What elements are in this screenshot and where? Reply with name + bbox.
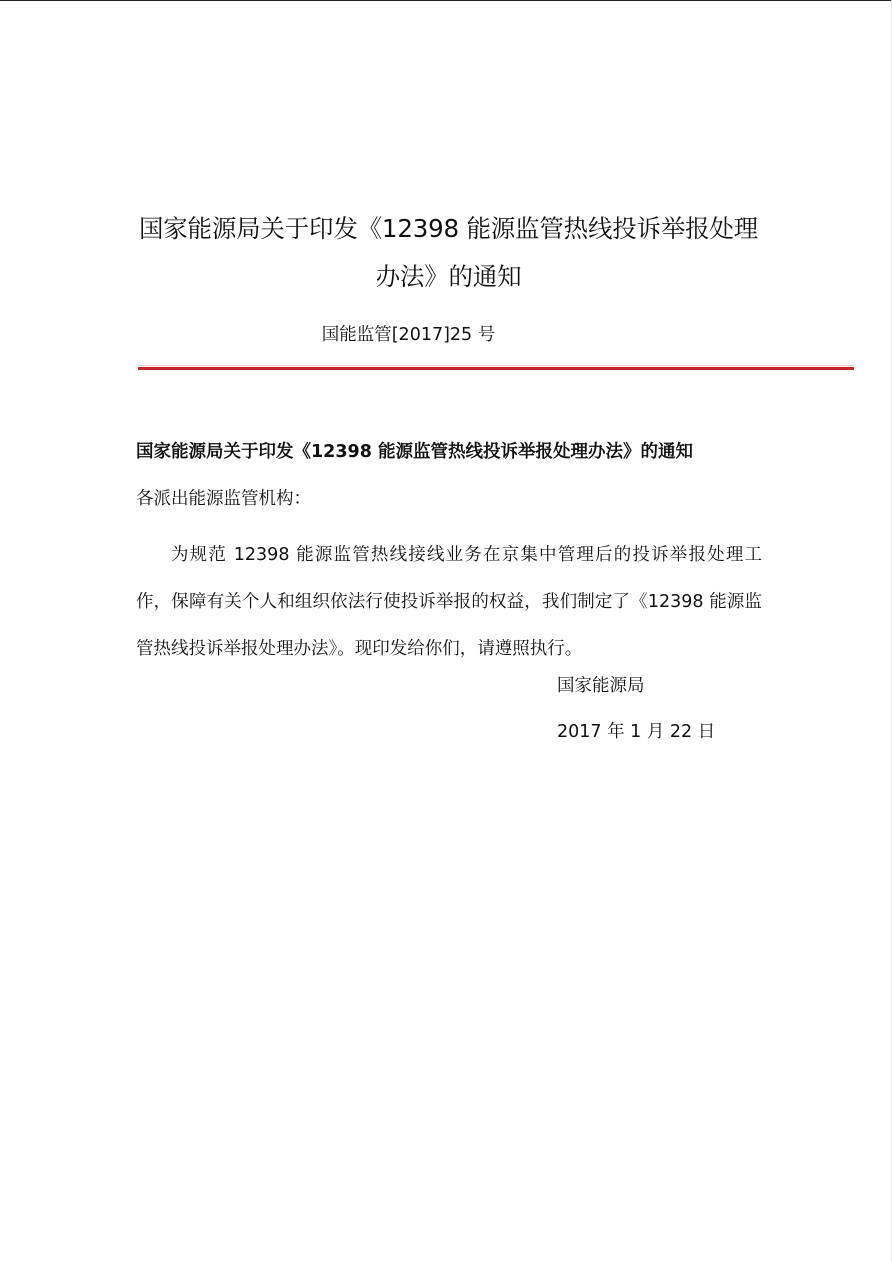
page-top-border (0, 0, 892, 1)
red-divider-shadow (138, 365, 854, 366)
red-divider (138, 367, 854, 370)
body-paragraph: 为规范 12398 能源监管热线接线业务在京集中管理后的投诉举报处理工作，保障有关个人和组织依法行使投诉举报的权益，我们制定了《12398 能源监管热线投诉举报处理办法》。现印发给你们，请遵照执行。 (136, 545, 762, 659)
document-title: 国家能源局关于印发《12398 能源监管热线投诉举报处理办法》的通知 (138, 214, 759, 291)
notice-heading: 国家能源局关于印发《12398 能源监管热线投诉举报处理办法》的通知 (136, 442, 693, 462)
document-number: 国能监管[2017]25 号 (321, 325, 496, 345)
signature-organization: 国家能源局 (557, 676, 645, 696)
salutation: 各派出能源监管机构： (136, 489, 311, 509)
signature-date: 2017 年 1 月 22 日 (557, 722, 716, 742)
